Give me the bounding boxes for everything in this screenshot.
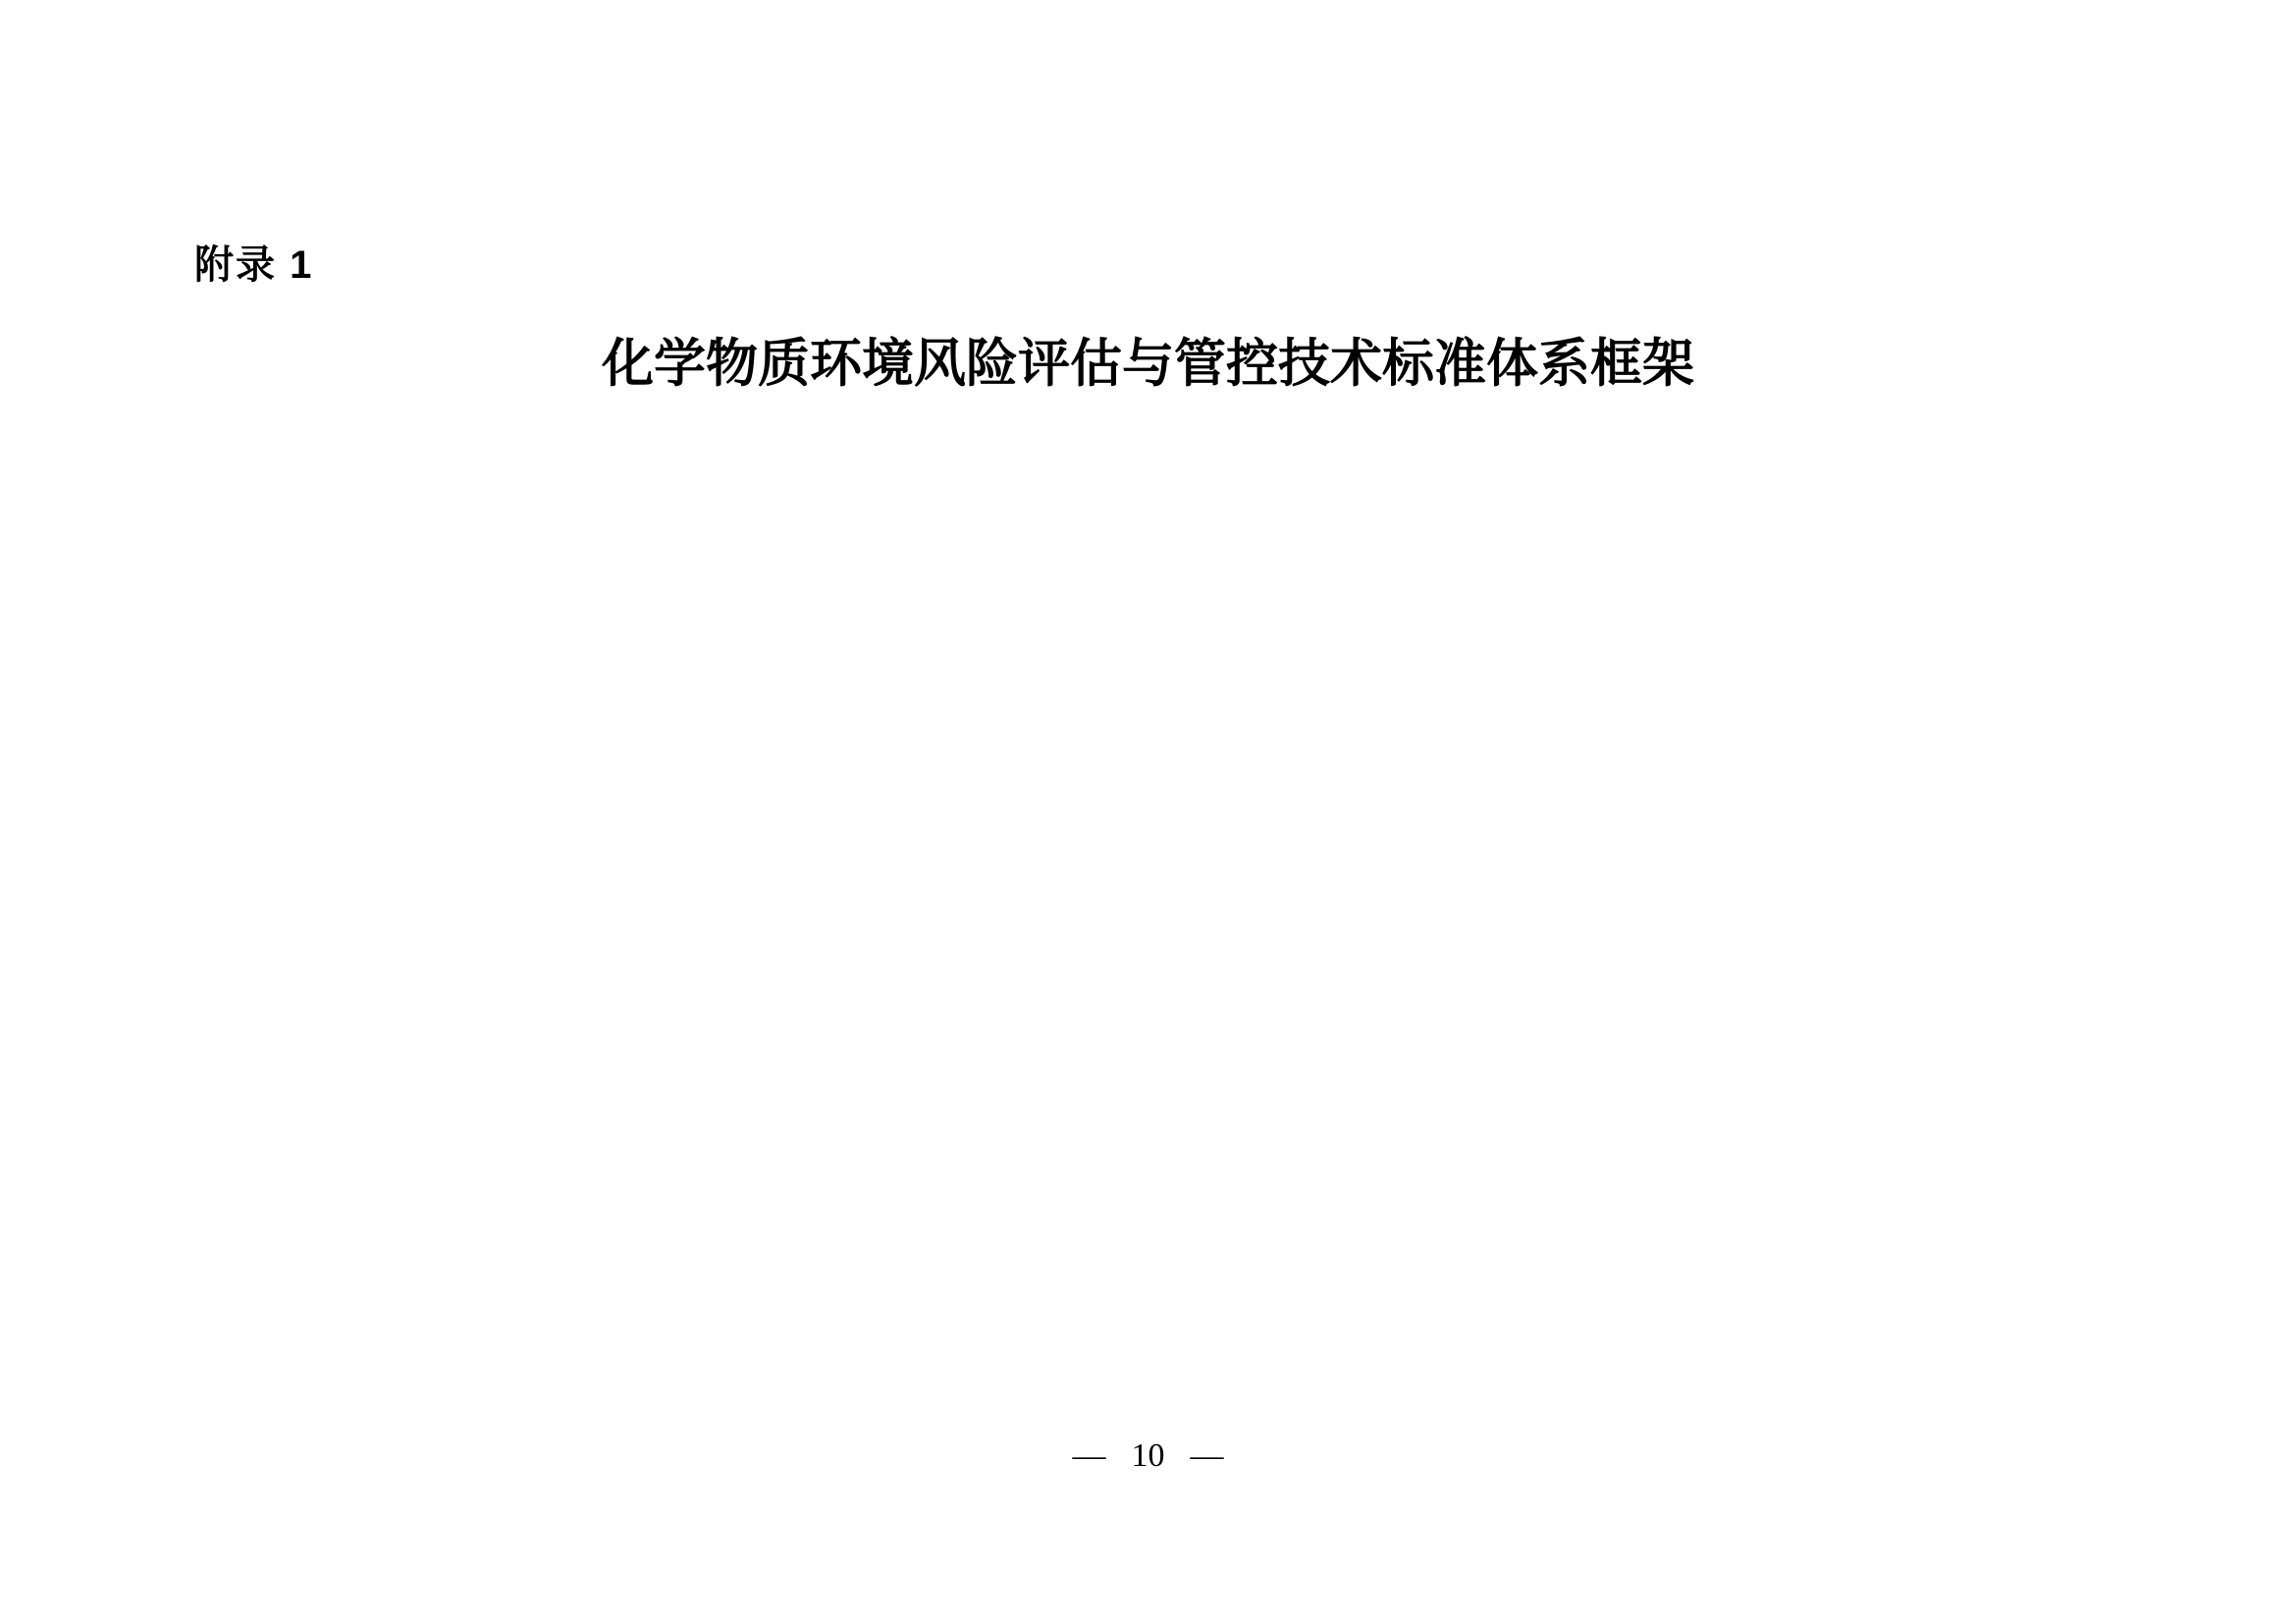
- footer-right-dash: —: [1190, 1437, 1224, 1474]
- page-number: 10: [1131, 1437, 1165, 1474]
- page-footer: [0, 1439, 2296, 1473]
- footer-left-dash: —: [1072, 1437, 1106, 1474]
- appendix-label: 附录 1: [194, 244, 314, 287]
- page-title: 化学物质环境风险评估与管控技术标准体系框架: [602, 335, 1694, 393]
